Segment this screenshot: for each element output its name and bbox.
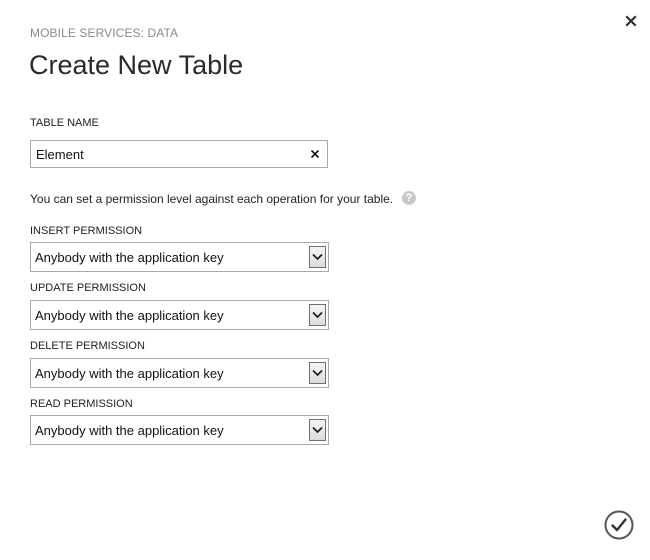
help-icon[interactable]: ? [402, 191, 416, 205]
dropdown-arrow-button[interactable] [309, 419, 326, 441]
table-name-field [30, 140, 328, 168]
confirm-button[interactable] [604, 510, 634, 540]
update-permission-select[interactable] [30, 300, 329, 330]
chevron-down-icon [312, 253, 323, 261]
page-title: Create New Table [29, 50, 244, 80]
insert-permission-value: Anybody with the application key [35, 250, 224, 265]
close-button[interactable] [623, 13, 639, 29]
permissions-help-text: You can set a permission level against each operation for your table. [30, 192, 394, 206]
insert-permission-select[interactable] [30, 242, 329, 272]
update-permission-value: Anybody with the application key [35, 308, 224, 323]
close-icon [623, 13, 639, 29]
clear-icon [309, 148, 321, 160]
delete-permission-select[interactable] [30, 358, 329, 388]
delete-permission-label: DELETE PERMISSION [30, 340, 145, 352]
table-name-label: TABLE NAME [30, 117, 99, 129]
table-name-input[interactable] [31, 141, 301, 167]
checkmark-circle-icon [604, 510, 634, 540]
dropdown-arrow-button[interactable] [309, 362, 326, 384]
update-permission-label: UPDATE PERMISSION [30, 282, 146, 294]
dropdown-arrow-button[interactable] [309, 304, 326, 326]
insert-permission-label: INSERT PERMISSION [30, 225, 143, 237]
chevron-down-icon [312, 426, 323, 434]
read-permission-label: READ PERMISSION [30, 398, 133, 410]
read-permission-select[interactable] [30, 415, 329, 445]
read-permission-value: Anybody with the application key [35, 423, 224, 438]
dropdown-arrow-button[interactable] [309, 246, 326, 268]
breadcrumb: MOBILE SERVICES: DATA [30, 26, 179, 40]
clear-input-button[interactable] [309, 148, 321, 160]
delete-permission-value: Anybody with the application key [35, 366, 224, 381]
chevron-down-icon [312, 369, 323, 377]
chevron-down-icon [312, 311, 323, 319]
